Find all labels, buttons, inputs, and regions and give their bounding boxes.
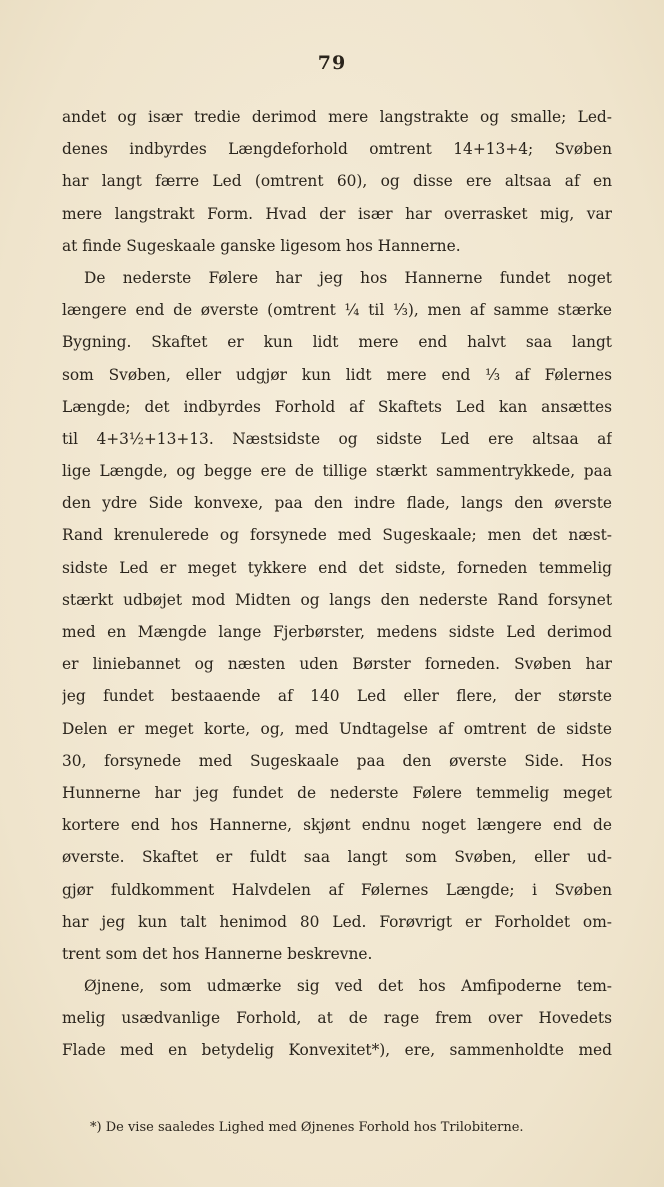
body-text [62, 101, 612, 1067]
page-number: 79 [317, 52, 347, 74]
text-line: har jeg kun talt henimod 80 Led. Forøvrigt er Forholdet om- [62, 912, 612, 931]
text-line: Øjnene, som udmærke sig ved det hos Amfipoderne tem- [84, 977, 612, 996]
text-line: øverste. Skaftet er fuldt saa langt som Svøben, eller ud- [62, 848, 612, 867]
text-line: med en Mængde lange Fjerbørster, medens sidste Led derimod [62, 623, 612, 641]
text-line: 30, forsynede med Sugeskaale paa den øverste Side. Hos [62, 751, 612, 770]
text-line: kortere end hos Hannerne, skjønt endnu noget længere end de [62, 816, 612, 835]
text-line: Delen er meget korte, og, med Undtagelse af omtrent de sidste [62, 719, 612, 738]
text-line: er liniebannet og næsten uden Børster forneden. Svøben har [62, 655, 612, 674]
text-line: har langt færre Led (omtrent 60), og disse ere altsaa af en [62, 172, 612, 191]
text-line: mere langstrakt Form. Hvad der især har overrasket mig, var [62, 204, 612, 223]
text-line: trent som det hos Hannerne beskrevne. [62, 944, 373, 963]
text-line: sidste Led er meget tykkere end det sidste, forneden temmelig [62, 558, 612, 577]
text-line: stærkt udbøjet mod Midten og langs den nederste Rand forsynet [62, 590, 612, 609]
text-line: længere end de øverste (omtrent ¼ til ⅓), men af samme stærke [62, 301, 612, 320]
text-line: som Svøben, eller udgjør kun lidt mere end ⅓ af Følernes [62, 365, 612, 384]
text-line: Rand krenulerede og forsynede med Sugeskaale; men det næst- [62, 526, 612, 545]
footnote-text: *) De vise saaledes Lighed med Øjnenes Forhold hos Trilobiterne. [90, 1120, 524, 1135]
text-line: Bygning. Skaftet er kun lidt mere end halvt saa langt [62, 333, 612, 352]
text-line: lige Længde, og begge ere de tillige stærkt sammentrykkede, paa [62, 462, 612, 481]
text-line: Hunnerne har jeg fundet de nederste Følere temmelig meget [62, 783, 612, 802]
footnote [90, 1118, 610, 1138]
text-line: den ydre Side konvexe, paa den indre flade, langs den øverste [62, 494, 612, 513]
text-line: gjør fuldkomment Halvdelen af Følernes Længde; i Svøben [62, 880, 612, 899]
text-line: jeg fundet bestaaende af 140 Led eller flere, der største [62, 687, 612, 706]
text-line: De nederste Følere har jeg hos Hannerne fundet noget [84, 268, 612, 287]
text-line: melig usædvanlige Forhold, at de rage frem over Hovedets [62, 1009, 612, 1028]
text-line: andet og især tredie derimod mere langstrakte og smalle; Led- [62, 108, 612, 126]
text-line: Flade med en betydelig Konvexitet*), ere, sammenholdte med [62, 1041, 612, 1060]
text-line: til 4+3½+13+13. Næstsidste og sidste Led ere altsaa af [62, 429, 612, 448]
text-line: denes indbyrdes Længdeforhold omtrent 14+13+4; Svøben [62, 140, 612, 159]
text-line: at finde Sugeskaale ganske ligesom hos Hannerne. [62, 236, 461, 255]
text-line: Længde; det indbyrdes Forhold af Skaftets Led kan ansættes [62, 397, 612, 416]
